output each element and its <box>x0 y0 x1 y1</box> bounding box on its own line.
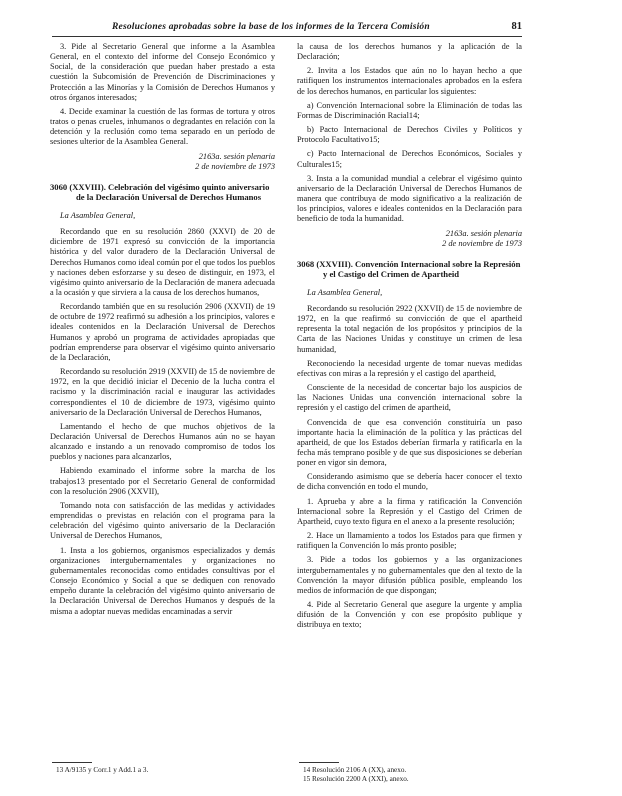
session-date: 2 de noviembre de 1973 <box>195 161 275 171</box>
paragraph: Tomando nota con satisfacción de las medidas y actividades emprendidas o previstas en relación con el programa para la celebración del vigésimo quinto aniversario de la Declaración Universal de Derechos Humanos, <box>50 500 275 541</box>
paragraph: 4. Decide examinar la cuestión de las formas de tortura y otros tratos o penas crueles, inhumanos o degradantes en relación con la detención y la reclusión como tema separado en un período de sesiones ulterior de la Asamblea General. <box>50 106 275 147</box>
paragraph: 3. Pide al Secretario General que informe a la Asamblea General, en el contexto del informe del Consejo Económico y Social, de la consideración que puedan haber prestado a esta cuestión la Subcomisión de Prevención de Discriminaciones y Protección a las Minorías y la Comisión de Derechos Humanos y otros órganos interesados; <box>50 42 275 102</box>
paragraph: 1. Aprueba y abre a la firma y ratificación la Convención Internacional sobre la Represión y el Castigo del Crimen de Apartheid, cuyo texto figura en el anexo a la presente resolución; <box>297 496 522 526</box>
paragraph: Recordando su resolución 2922 (XXVII) de 15 de noviembre de 1972, en la que reafirmó su convicción de que el apartheid representa la total negación de los propósitos y principios de la Carta de las Naciones Unidas y constituye un crimen de lesa humanidad, <box>297 303 522 354</box>
preamble-intro: La Asamblea General, <box>307 287 383 297</box>
paragraph: 2. Invita a los Estados que aún no lo hayan hecho a que ratifiquen los instrumentos internacionales aprobados en la esfera de los derechos humanos, en particular los siguientes: <box>297 66 522 96</box>
session-signature: 2163a. sesión plenaria <box>198 151 275 161</box>
paragraph: 4. Pide al Secretario General que asegure la urgente y amplia difusión de la Convención y con ese propósito publique y distribuya en texto; <box>297 600 522 630</box>
paragraph: Reconociendo la necesidad urgente de tomar nuevas medidas efectivas con miras a la represión y el castigo del apartheid, <box>297 358 522 378</box>
list-item: a) Convención Internacional sobre la Eliminación de todas las Formas de Discriminación Racial14; <box>297 100 522 120</box>
session-signature: 2163a. sesión plenaria <box>445 228 522 238</box>
paragraph: la causa de los derechos humanos y la aplicación de la Declaración; <box>297 42 522 62</box>
paragraph: Recordando también que en su resolución 2906 (XXVII) de 19 de octubre de 1972 reafirmó su adhesión a los principios, valores e ideales contenidos en la Declaración Universal de Derechos Humanos y aprobó un programa de actividades apropiadas que podrían emprenderse para observar el vigésimo quinto aniversario de la Declaración, <box>50 302 275 362</box>
paragraph: 3. Insta a la comunidad mundial a celebrar el vigésimo quinto aniversario de la Declaración Universal de Derechos Humanos de manera que contribuya de modo significativo a la realización de los principios, valores e ideales contenidos en la Declaración para beneficio de toda la humanidad. <box>297 173 522 224</box>
paragraph: 1. Insta a los gobiernos, organismos especializados y demás organizaciones intergubernamentales y organizaciones no gubernamentales reconocidas como entidades consultivas por el Consejo Económico y Social a que se dediquen con renovado empeño durante la celebración del vigésimo quinto aniversario de la Declaración Universal de Derechos Humanos y después de la misma a adoptar nuevas medidas encaminadas a servir <box>50 545 275 616</box>
footnote: 15 Resolución 2200 A (XXI), anexo. <box>303 775 409 783</box>
paragraph: Convencida de que esa convención constituiría un paso importante hacia la eliminación de la política y las prácticas del apartheid, de que los Estados deberían firmarla y ratificarla en la fecha más temprano posible y de que sus disposiciones se deberían poner en vigor sin demora, <box>297 417 522 468</box>
list-item: c) Pacto Internacional de Derechos Económicos, Sociales y Culturales15; <box>297 149 522 169</box>
resolution-title: 3068 (XXVIII). Convención Internacional sobre la Represión y el Castigo del Crimen de Apartheid <box>297 258 521 280</box>
paragraph: Lamentando el hecho de que muchos objetivos de la Declaración Universal de Derechos Humanos aún no se hayan alcanzado e instando a un renovado compromiso de todos los pueblos y naciones para alcanzarlos, <box>50 421 275 462</box>
footnote: 14 Resolución 2106 A (XX), anexo. <box>303 766 407 774</box>
paragraph: 3. Pide a todos los gobiernos y a las organizaciones intergubernamentales y no gubernamentales que den al texto de la Convención la mayor difusión pública posible, empleando los medios de información de que dispongan; <box>297 555 522 595</box>
footnote: 13 A/9135 y Corr.1 y Add.1 a 3. <box>56 766 149 774</box>
paragraph: 2. Hace un llamamiento a todos los Estados para que firmen y ratifiquen la Convención lo más pronto posible; <box>297 531 522 551</box>
preamble-intro: La Asamblea General, <box>60 210 136 220</box>
paragraph: Consciente de la necesidad de concertar bajo los auspicios de las Naciones Unidas una convención internacional sobre la represión y el castigo del crimen de apartheid, <box>297 383 522 413</box>
footnote-rule <box>52 762 92 763</box>
session-date: 2 de noviembre de 1973 <box>442 238 522 248</box>
resolution-title: 3060 (XXVIII). Celebración del vigésimo quinto aniversario de la Declaración Universal de Derechos Humanos <box>50 181 270 203</box>
left-column <box>50 42 275 621</box>
paragraph: Recordando que en su resolución 2860 (XXVI) de 20 de diciembre de 1971 expresó su convicción de la importancia histórica y del valor duradero de la Declaración Universal de Derechos Humanos como ideal común por el que todos los pueblos y naciones deben esforzarse y su deseo de distinguir, en 1973, el vigésimo quinto aniversario de la Declaración de manera adecuada a la ocasión y que sirviera a la causa de los derechos humanos, <box>50 227 275 297</box>
running-header <box>52 22 522 37</box>
running-title: Resoluciones aprobadas sobre la base de los informes de la Tercera Comisión <box>112 22 430 32</box>
list-item: b) Pacto Internacional de Derechos Civiles y Políticos y Protocolo Facultativo15; <box>297 125 522 145</box>
footnote-rule <box>299 762 339 763</box>
paragraph: Habiendo examinado el informe sobre la marcha de los trabajos13 presentado por el Secretario General de conformidad con la resolución 2906 (XXVII), <box>50 466 275 496</box>
paragraph: Recordando su resolución 2919 (XXVII) de 15 de noviembre de 1972, en la que decidió iniciar el Decenio de la lucha contra el racismo y la discriminación racial e inaugurar las actividades correspondientes el 10 de diciembre de 1973, vigésimo quinto aniversario de la Declaración Universal de Derechos Humanos, <box>50 367 275 417</box>
right-column <box>297 42 522 635</box>
paragraph: Considerando asimismo que se debería hacer conocer el texto de dicha convención en todo el mundo, <box>297 472 522 492</box>
page-number: 81 <box>511 21 522 32</box>
